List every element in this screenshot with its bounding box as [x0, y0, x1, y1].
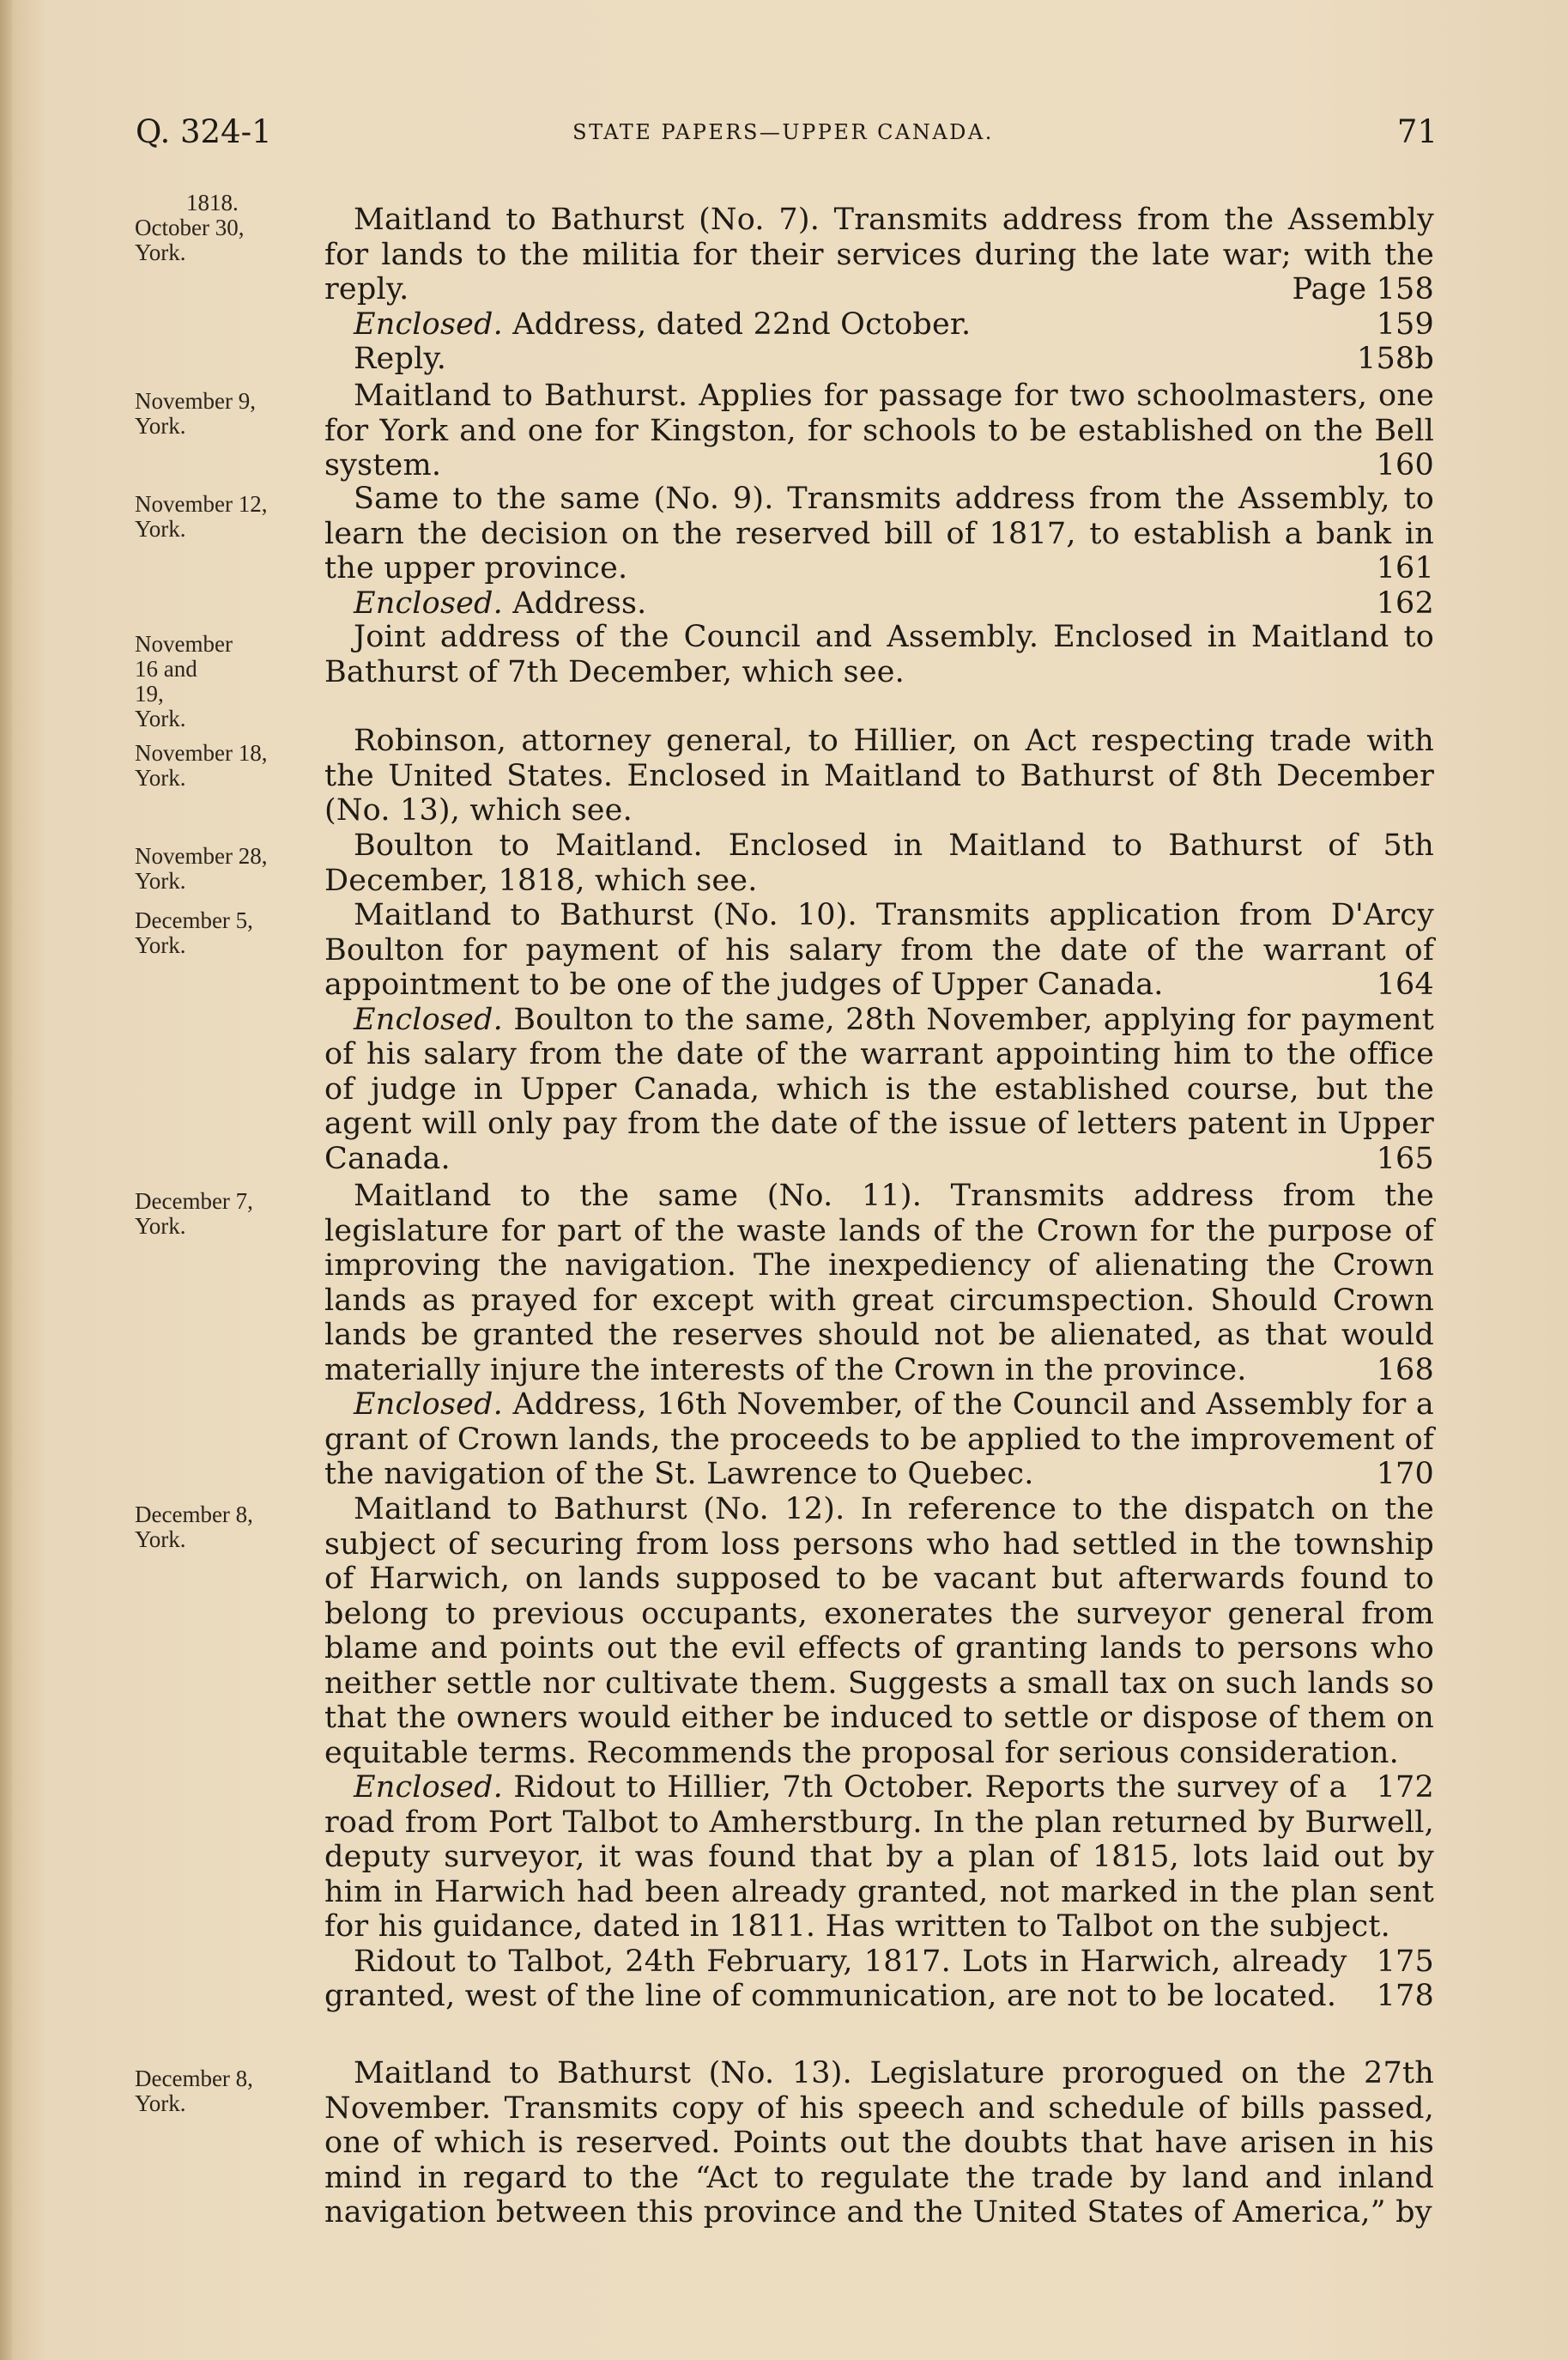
enclosure-paragraph: Enclosed. Address. 162: [354, 585, 1434, 621]
entry-paragraph: Robinson, attorney general, to Hillier, on Act respecting trade with the United States. Enclosed in Maitland to Bathurst of 8th December (No. 13), which see.: [324, 724, 1434, 828]
entry-paragraph: Joint address of the Council and Assembly. Enclosed in Maitland to Bathurst of 7th December, which see.: [324, 620, 1434, 689]
entry-paragraph: Maitland to the same (No. 11). Transmits address from the legislature for part of the waste lands of the Crown for the purpose of improving the navigation. The inexpediency of alienating the Crown lands as prayed for except with great circumspection. Should Crown lands be granted the reserves should not be alienated, as that would materially injure the interests of the Crown in the province. 168: [324, 1179, 1434, 1387]
entry-body: [324, 724, 1434, 828]
page-ref: 170: [1376, 1457, 1434, 1491]
entry-place: York.: [135, 516, 186, 542]
entry-date-text: December 5,: [135, 907, 253, 933]
enclosed-label: Enclosed.: [354, 1387, 503, 1422]
page-ref: 165: [1376, 1141, 1434, 1176]
entry-place: York.: [135, 413, 186, 439]
enclosed-label: Enclosed.: [354, 306, 503, 342]
page-number: 71: [1396, 113, 1438, 150]
page-ref: 162: [1376, 585, 1434, 621]
entry-date-text: November 9,: [135, 388, 256, 414]
entry-date-text: November 18,: [135, 740, 268, 766]
enclosure-paragraph: Enclosed. Address, 16th November, of the Council and Assembly for a grant of Crown lands, the proceeds to be applied to the improvement of the navigation of the St. Lawrence to Quebec. 170: [324, 1387, 1434, 1491]
entry-place: York.: [135, 765, 186, 791]
entry-date: [135, 191, 324, 265]
entry-body: [324, 898, 1434, 1176]
page-ref: 168: [1376, 1352, 1434, 1387]
entry-date-text: November 28,: [135, 843, 268, 869]
entry-body: [324, 203, 1434, 377]
page-ref: 159: [1376, 306, 1434, 342]
page-ref: 158b: [1356, 342, 1434, 376]
page-header: [129, 113, 1438, 156]
entry-date: [135, 1189, 324, 1239]
page-ref: 161: [1376, 551, 1434, 585]
page-ref: 175: [1376, 1944, 1434, 1979]
entry-paragraph: Maitland to Bathurst (No. 13). Legislature prorogued on the 27th November. Transmits copy of his speech and schedule of bills passed, one of which is reserved. Points out the doubts that have arisen in his mind in regard to the “Act to regulate the trade by land and inland navigation between this province and the United States of America,” by: [324, 2056, 1434, 2230]
entry-paragraph: Ridout to Talbot, 24th February, 1817. Lots in Harwich, already granted, west of the line of communication, are not to be located. 178: [324, 1944, 1434, 2013]
entry-place: York.: [135, 868, 186, 894]
enclosure-paragraph: Enclosed. Address, dated 22nd October. 159: [354, 306, 1434, 342]
page-binding-edge: [0, 0, 12, 2360]
enclosed-label: Enclosed.: [354, 585, 503, 621]
entry-paragraph: Boulton to Maitland. Enclosed in Maitland to Bathurst of 5th December, 1818, which see.: [324, 828, 1434, 898]
entry-place: York.: [135, 932, 186, 958]
entry-date: [135, 632, 324, 731]
page-ref: 160: [1376, 448, 1434, 482]
entry-date-text: October 30,: [135, 215, 245, 240]
entry-date: [135, 844, 324, 894]
entry-date-text: December 8,: [135, 2066, 253, 2091]
entry-paragraph: Maitland to Bathurst (No. 7). Transmits address from the Assembly for lands to the militia for their services during the late war; with the reply. Page 158: [324, 203, 1434, 306]
entry-date: [135, 908, 324, 958]
entry-place: York.: [135, 2090, 186, 2116]
entry-body: [324, 1492, 1434, 2014]
entry-paragraph: Same to the same (No. 9). Transmits address from the Assembly, to learn the decision on the reserved bill of 1817, to establish a bank in the upper province. 161: [324, 482, 1434, 585]
enclosed-label: Enclosed.: [354, 1770, 503, 1805]
enclosed-label: Enclosed.: [354, 1002, 503, 1037]
enclosure-paragraph: Enclosed. Boulton to the same, 28th November, applying for payment of his salary from the date of the warrant appointing him to the office of judge in Upper Canada, which is the established course, but the agent will only pay from the date of the issue of letters patent in Upper Canada. 165: [324, 1002, 1434, 1176]
entry-paragraph: Maitland to Bathurst (No. 10). Transmits application from D'Arcy Boulton for payment of his salary from the date of the warrant of appointment to be one of the judges of Upper Canada. 164: [324, 898, 1434, 1002]
entry-paragraph: Reply. 158b: [354, 342, 1434, 376]
entry-date: [135, 492, 324, 542]
entry-body: [324, 620, 1434, 689]
volume-reference: Q. 324-1: [136, 113, 272, 150]
page-ref: 172: [1376, 1770, 1434, 1805]
entry-body: [324, 828, 1434, 898]
entry-paragraph: Maitland to Bathurst. Applies for passage for two schoolmasters, one for York and one for Kingston, for schools to be established on the Bell system. 160: [324, 379, 1434, 482]
entry-date-text: November 12,: [135, 491, 268, 517]
entry-place: York.: [135, 1526, 186, 1552]
entry-date: [135, 741, 324, 791]
entry-date-text: November 16 and 19,: [135, 631, 233, 707]
running-title: STATE PAPERS—UPPER CANADA.: [572, 120, 994, 144]
entry-place: York.: [135, 240, 186, 265]
page-ref: 164: [1376, 968, 1434, 1002]
entry-year: 1818.: [186, 190, 239, 215]
entry-date-text: December 7,: [135, 1188, 253, 1214]
entry-body: [324, 482, 1434, 621]
entry-date: [135, 1502, 324, 1552]
entry-place: York.: [135, 706, 186, 731]
entry-body: [324, 379, 1434, 483]
entry-date: [135, 389, 324, 439]
entry-date: [135, 2066, 324, 2116]
enclosure-paragraph: Enclosed. Ridout to Hillier, 7th October. Reports the survey of a road from Port Talbot to Amherstburg. In the plan returned by Burwell, deputy surveyor, it was found that by a plan of 1815, lots laid out by him in Harwich had been already granted, not marked in the plan sent for his guidance, dated in 1811. Has written to Talbot on the subject. 175: [324, 1770, 1434, 1979]
entry-date-text: December 8,: [135, 1502, 253, 1527]
page-ref: Page 158: [1292, 272, 1434, 306]
entry-place: York.: [135, 1213, 186, 1239]
entry-body: [324, 1179, 1434, 1492]
page-ref: 178: [1376, 1979, 1434, 2013]
entry-paragraph: Maitland to Bathurst (No. 12). In reference to the dispatch on the subject of securing from loss persons who had settled in the township of Harwich, on lands supposed to be vacant but afterwards found to belong to previous occupants, exonerates the surveyor general from blame and points out the evil effects of granting lands to persons who neither settle nor cultivate them. Suggests a small tax on such lands so that the owners would either be induced to settle or dispose of them on equitable terms. Recommends the proposal for serious consideration. 172: [324, 1492, 1434, 1805]
entry-body: [324, 2056, 1434, 2230]
